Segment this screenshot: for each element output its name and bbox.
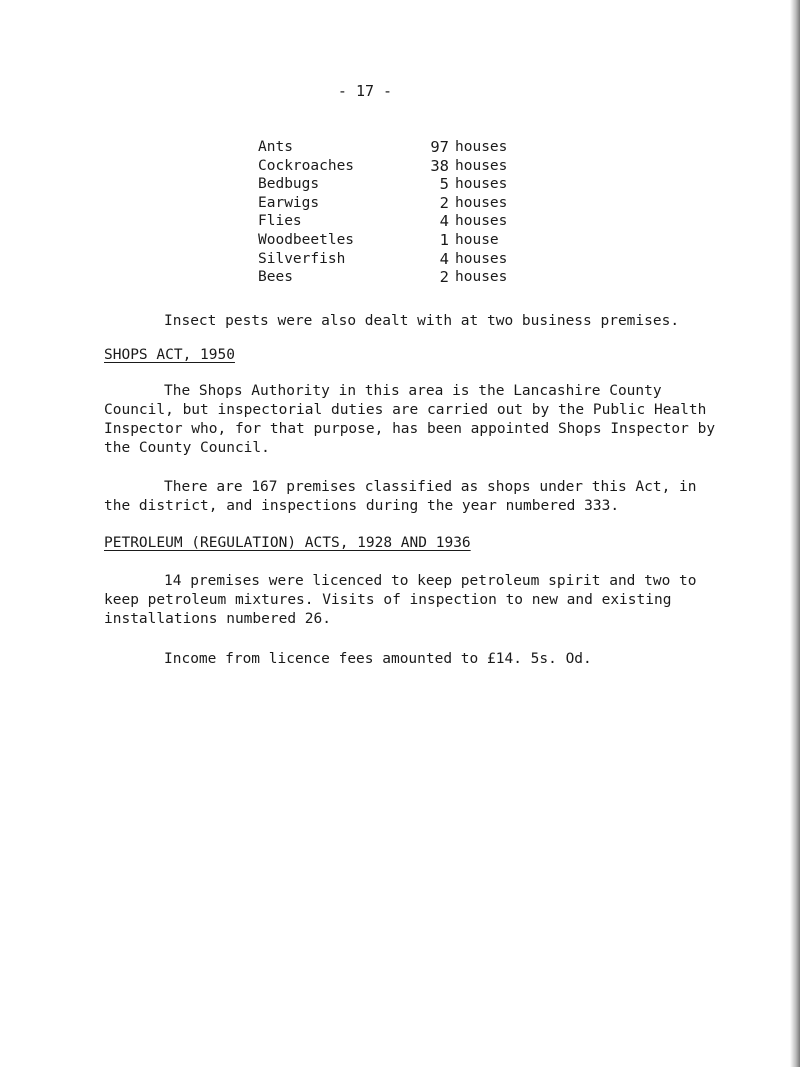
pest-row [258,138,545,157]
pest-unit: houses [455,269,508,286]
petroleum-paragraph-1-text: 14 premises were licenced to keep petroleum spirit and two to keep petroleum mixtures. Visits of inspection to new and existing installations numbered 26. [104,573,697,627]
pest-name: Silverfish [258,250,346,267]
pest-unit: houses [455,139,508,155]
shops-act-heading: SHOPS ACT, 1950 [104,347,235,363]
pest-name: Bedbugs [258,176,320,193]
pest-count: 2 [439,193,449,212]
pest-count: 4 [439,212,449,231]
pest-count: 4 [439,249,449,268]
pest-unit: houses [455,213,508,230]
pest-row [258,175,545,194]
pest-unit: house [455,231,499,248]
petroleum-paragraph-2 [104,650,724,669]
pest-table [258,138,545,287]
pest-name: Woodbeetles [258,231,355,248]
pest-count: 97 [430,138,449,156]
pest-count: 1 [439,230,449,249]
pest-unit: houses [455,250,508,267]
pest-count: 38 [430,156,449,175]
petroleum-paragraph-1 [104,572,724,629]
petroleum-acts-heading: PETROLEUM (REGULATION) ACTS, 1928 AND 1936 [104,535,471,551]
pest-count: 5 [439,175,449,194]
pest-row [258,250,545,269]
pest-count: 2 [439,268,449,287]
page-number: - 17 - [337,82,393,100]
pest-row [258,212,545,231]
pest-name: Earwigs [258,194,320,211]
pest-unit: houses [455,176,508,193]
shops-act-paragraph-1 [104,382,724,458]
pest-unit: houses [455,157,508,174]
pest-unit: houses [455,194,508,211]
shops-act-paragraph-1-text: The Shops Authority in this area is the Lancashire County Council, but inspectorial duties are carried out by the Public Health Inspector who, for that purpose, has been appointed Shops Inspector by the County Council. [104,383,716,456]
insect-pests-note: Insect pests were also dealt with at two business premises. [164,313,680,329]
pest-name: Bees [258,269,293,286]
pest-name: Ants [258,139,293,155]
pest-row [258,268,545,287]
pest-row [258,194,545,213]
pest-row [258,231,545,250]
shops-act-paragraph-2-text: There are 167 premises classified as shops under this Act, in the district, and inspections during the year numbered 333. [104,479,697,514]
pest-row [258,157,545,176]
pest-name: Cockroaches [258,157,355,174]
pest-name: Flies [258,213,302,230]
petroleum-paragraph-2-text: Income from licence fees amounted to £14. 5s. Od. [164,651,592,667]
page-edge-shadow [790,0,800,1067]
shops-act-paragraph-2 [104,478,724,516]
